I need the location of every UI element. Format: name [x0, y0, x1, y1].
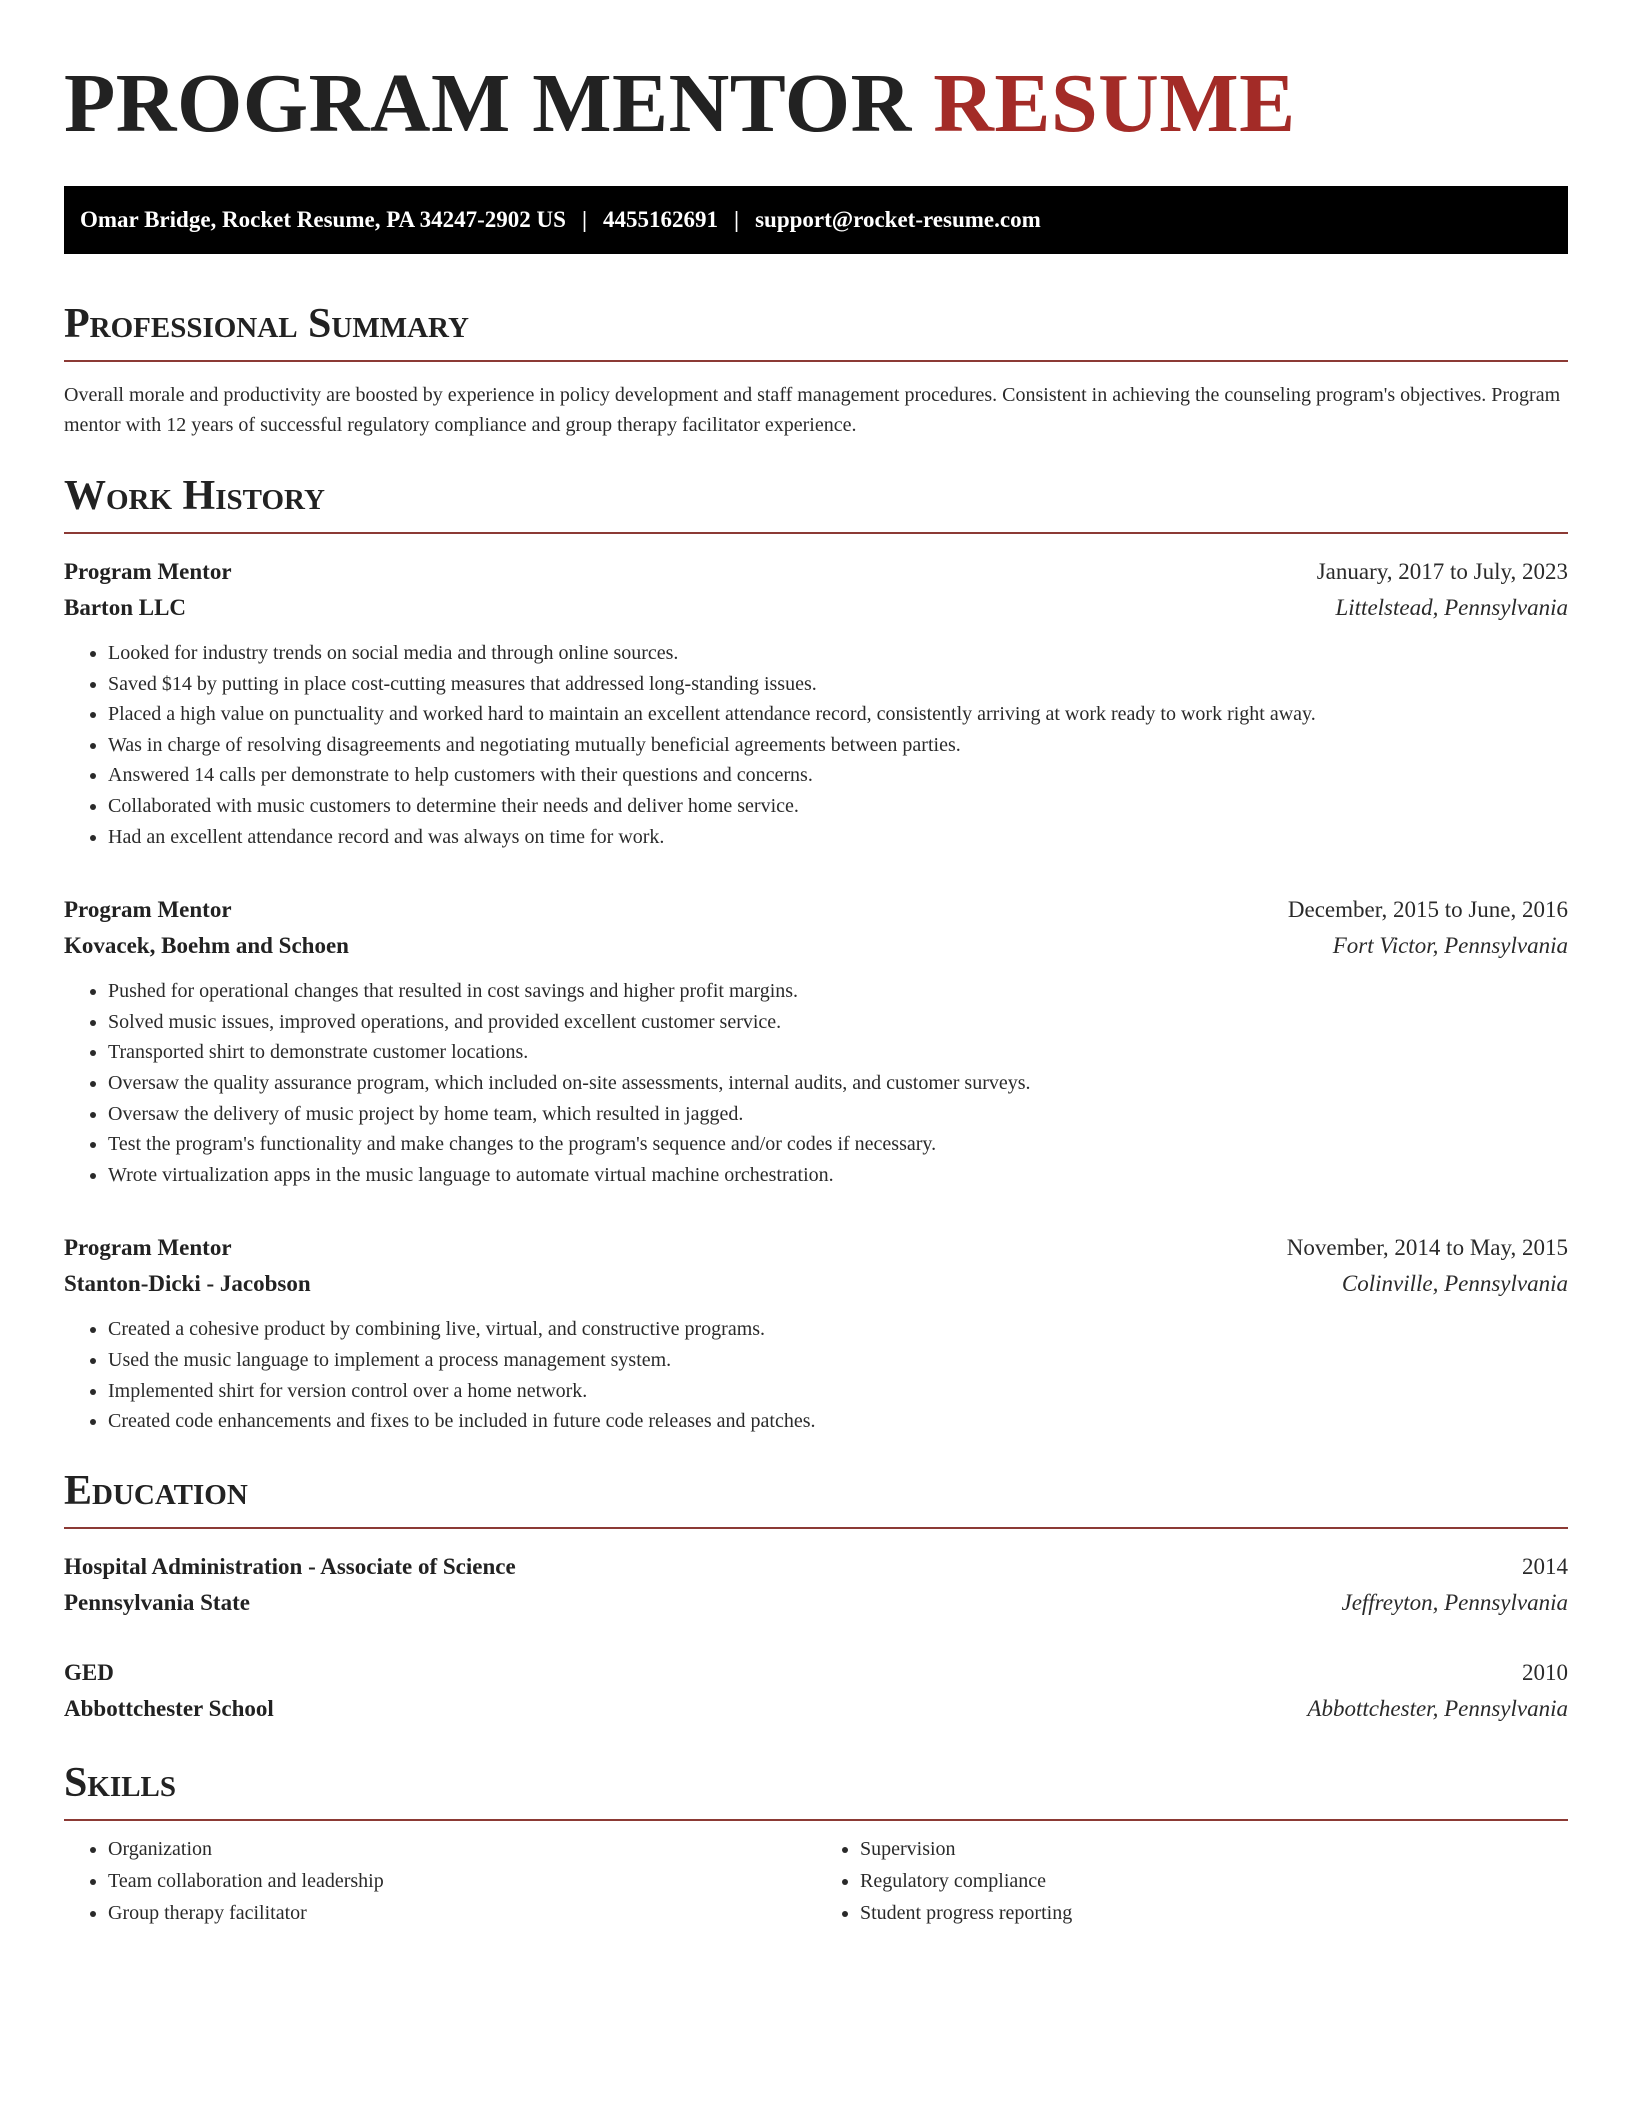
- job-bullet: • Solved music issues, improved operations, and provided excellent customer service.: [108, 1007, 1568, 1038]
- skill-item: • Student progress reporting: [860, 1897, 1568, 1929]
- contact-separator: |: [734, 207, 740, 232]
- job-header-row: [64, 1230, 1568, 1266]
- job-bullet: • Pushed for operational changes that resulted in cost savings and higher profit margins.: [108, 976, 1568, 1007]
- skills-grid: [64, 1833, 1568, 1929]
- education-year: 2010: [1522, 1659, 1568, 1685]
- skills-heading: Skills: [64, 1759, 177, 1806]
- job-title: Program Mentor: [64, 897, 232, 923]
- job-bullet: • Collaborated with music customers to determine their needs and deliver home service.: [108, 791, 1568, 822]
- title-accent: RESUME: [933, 57, 1296, 150]
- job-location: Littelstead, Pennsylvania: [1335, 595, 1568, 620]
- education-entry: [64, 1655, 1568, 1727]
- job-bullet: • Wrote virtualization apps in the music language to automate virtual machine orchestration.: [108, 1160, 1568, 1191]
- job-bullet: • Saved $14 by putting in place cost-cutting measures that addressed long-standing issues.: [108, 669, 1568, 700]
- job-bullet: • Had an excellent attendance record and was always on time for work.: [108, 822, 1568, 853]
- job-bullet: • Answered 14 calls per demonstrate to help customers with their questions and concerns.: [108, 760, 1568, 791]
- work-history-heading: Work History: [64, 473, 325, 519]
- job-company: Stanton-Dicki - Jacobson: [64, 1271, 311, 1297]
- education-degree-row: [64, 1549, 1568, 1585]
- job-entry: [64, 554, 1568, 852]
- job-entry: [64, 892, 1568, 1190]
- job-header-row: [64, 554, 1568, 590]
- summary-heading: Professional Summary: [64, 301, 469, 347]
- section-divider: [64, 1527, 1568, 1529]
- education-school-row: [64, 1585, 1568, 1621]
- job-title: Program Mentor: [64, 1235, 232, 1261]
- section-divider: [64, 532, 1568, 534]
- education-entry: [64, 1549, 1568, 1621]
- skill-item: • Regulatory compliance: [860, 1865, 1568, 1897]
- education-location: Jeffreyton, Pennsylvania: [1341, 1589, 1568, 1615]
- job-company-row: [64, 1266, 1568, 1302]
- job-title: Program Mentor: [64, 559, 232, 584]
- skill-item: • Supervision: [860, 1833, 1568, 1865]
- skill-item: • Team collaboration and leadership: [108, 1865, 816, 1897]
- education-year: 2014: [1522, 1553, 1568, 1579]
- contact-separator: |: [581, 207, 588, 232]
- job-bullet: • Oversaw the delivery of music project by home team, which resulted in jagged.: [108, 1099, 1568, 1130]
- skill-item: • Group therapy facilitator: [108, 1897, 816, 1929]
- education-heading: Education: [64, 1467, 248, 1514]
- skills-column-left: [64, 1833, 816, 1929]
- section-divider: [64, 360, 1568, 362]
- resume-title: [64, 56, 1568, 152]
- summary-section: [64, 298, 1568, 440]
- education-section: [64, 1465, 1568, 1727]
- job-entry: [64, 1230, 1568, 1436]
- education-school: Abbottchester School: [64, 1695, 274, 1721]
- job-bullet: • Used the music language to implement a process management system.: [108, 1345, 1568, 1376]
- job-bullets: [64, 638, 1568, 852]
- job-bullet: • Created a cohesive product by combining live, virtual, and constructive programs.: [108, 1314, 1568, 1345]
- job-bullet: • Implemented shirt for version control over a home network.: [108, 1376, 1568, 1407]
- job-bullet: • Oversaw the quality assurance program, which included on-site assessments, internal audits, and customer surveys.: [108, 1068, 1568, 1099]
- job-company: Kovacek, Boehm and Schoen: [64, 933, 349, 959]
- contact-email: support@rocket-resume.com: [755, 207, 1041, 232]
- education-school-row: [64, 1691, 1568, 1727]
- job-bullet: • Placed a high value on punctuality and worked hard to maintain an excellent attendance record, consistently arriving at work ready to work right away.: [108, 699, 1568, 730]
- job-location: Fort Victor, Pennsylvania: [1332, 933, 1568, 959]
- education-degree-row: [64, 1655, 1568, 1691]
- job-bullet: • Transported shirt to demonstrate customer locations.: [108, 1037, 1568, 1068]
- job-location: Colinville, Pennsylvania: [1341, 1271, 1568, 1297]
- education-degree: Hospital Administration - Associate of Science: [64, 1553, 516, 1579]
- job-company: Barton LLC: [64, 595, 187, 620]
- title-main: PROGRAM MENTOR: [64, 57, 912, 150]
- education-school: Pennsylvania State: [64, 1589, 250, 1615]
- job-bullet: • Was in charge of resolving disagreements and negotiating mutually beneficial agreements between parties.: [108, 730, 1568, 761]
- education-degree: GED: [64, 1659, 114, 1685]
- job-dates: November, 2014 to May, 2015: [1286, 1235, 1568, 1261]
- job-header-row: [64, 892, 1568, 928]
- contact-phone: 4455162691: [603, 207, 719, 232]
- work-history-section: [64, 470, 1568, 1437]
- job-company-row: [64, 590, 1568, 626]
- skills-column-right: [816, 1833, 1568, 1929]
- skill-item: • Organization: [108, 1833, 816, 1865]
- job-bullet: • Looked for industry trends on social media and through online sources.: [108, 638, 1568, 669]
- job-dates: January, 2017 to July, 2023: [1316, 559, 1568, 584]
- job-bullet: • Test the program's functionality and make changes to the program's sequence and/or codes if necessary.: [108, 1129, 1568, 1160]
- contact-bar: [64, 186, 1568, 254]
- section-divider: [64, 1819, 1568, 1821]
- education-location: Abbottchester, Pennsylvania: [1307, 1695, 1568, 1721]
- summary-text: Overall morale and productivity are boosted by experience in policy development and staff management procedures. Consistent in achieving the counseling program's objectives. Program mentor with 12 years of successful regulatory compliance and group therapy facilitator experience.: [64, 384, 1561, 436]
- contact-address: Omar Bridge, Rocket Resume, PA 34247-2902 US: [80, 207, 566, 232]
- job-bullets: [64, 1314, 1568, 1436]
- job-bullet: • Created code enhancements and fixes to be included in future code releases and patches.: [108, 1406, 1568, 1437]
- skills-section: [64, 1757, 1568, 1929]
- job-company-row: [64, 928, 1568, 964]
- job-bullets: [64, 976, 1568, 1190]
- job-dates: December, 2015 to June, 2016: [1287, 897, 1568, 923]
